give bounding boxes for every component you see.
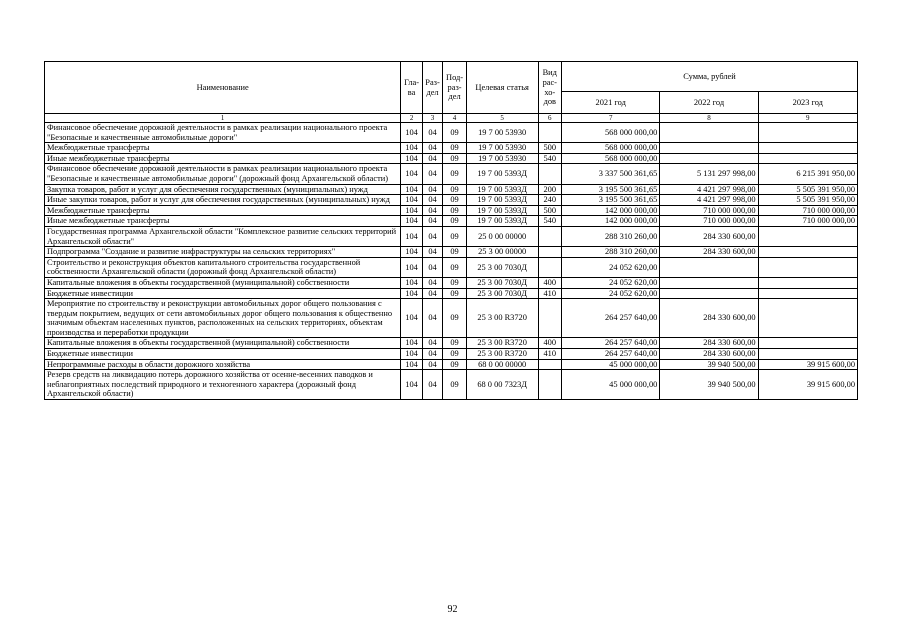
row-sum-2021: 288 310 260,00 (562, 226, 660, 246)
row-vid: 500 (538, 205, 562, 216)
header-podrazdel: Под-раз-дел (443, 62, 467, 114)
row-glava: 104 (401, 349, 423, 360)
row-podrazdel: 09 (443, 143, 467, 154)
table-row (45, 247, 858, 258)
table-row (45, 205, 858, 216)
row-glava: 104 (401, 143, 423, 154)
table-row (45, 226, 858, 246)
row-sum-2021: 3 337 500 361,65 (562, 164, 660, 184)
row-sum-2023: 5 505 391 950,00 (758, 184, 857, 195)
row-podrazdel: 09 (443, 299, 467, 338)
row-sum-2022: 5 131 297 998,00 (660, 164, 758, 184)
table-row (45, 277, 858, 288)
row-podrazdel: 09 (443, 153, 467, 164)
row-vid: 410 (538, 288, 562, 299)
row-target: 19 7 00 5393Д (466, 184, 538, 195)
row-sum-2023 (758, 299, 857, 338)
column-number: 8 (660, 114, 758, 123)
row-glava: 104 (401, 257, 423, 277)
row-sum-2021: 24 052 620,00 (562, 288, 660, 299)
row-glava: 104 (401, 277, 423, 288)
row-sum-2023 (758, 288, 857, 299)
row-name: Закупка товаров, работ и услуг для обеспечения государственных (муниципальных) нужд (45, 184, 401, 195)
row-podrazdel: 09 (443, 349, 467, 360)
table-row (45, 299, 858, 338)
row-sum-2022: 4 421 297 998,00 (660, 184, 758, 195)
header-glava: Гла-ва (401, 62, 423, 114)
table-header (45, 62, 858, 123)
column-number: 2 (401, 114, 423, 123)
row-vid (538, 123, 562, 143)
row-razdel: 04 (422, 359, 442, 370)
row-vid (538, 370, 562, 400)
row-sum-2023 (758, 153, 857, 164)
row-sum-2023: 39 915 600,00 (758, 359, 857, 370)
row-target: 68 0 00 7323Д (466, 370, 538, 400)
row-vid (538, 226, 562, 246)
row-podrazdel: 09 (443, 288, 467, 299)
row-target: 19 7 00 53930 (466, 153, 538, 164)
row-razdel: 04 (422, 216, 442, 227)
page-number: 92 (447, 604, 458, 615)
row-name: Мероприятие по строительству и реконструкции автомобильных дорог общего пользования с твердым покрытием, ведущих от сети автомобильных дорог общего пользования к общественно значимым объектам населенных пунктов, расположенных на сельских территориях, объектам производства и переработки продукции (45, 299, 401, 338)
row-sum-2021: 568 000 000,00 (562, 143, 660, 154)
row-glava: 104 (401, 195, 423, 206)
budget-table (44, 61, 858, 400)
column-number: 1 (45, 114, 401, 123)
row-sum-2021: 264 257 640,00 (562, 299, 660, 338)
row-podrazdel: 09 (443, 216, 467, 227)
row-sum-2022: 284 330 600,00 (660, 338, 758, 349)
row-razdel: 04 (422, 123, 442, 143)
row-sum-2021: 288 310 260,00 (562, 247, 660, 258)
row-vid: 200 (538, 184, 562, 195)
row-sum-2021: 45 000 000,00 (562, 359, 660, 370)
row-razdel: 04 (422, 247, 442, 258)
row-razdel: 04 (422, 195, 442, 206)
row-target: 25 3 00 00000 (466, 247, 538, 258)
header-year-2021: 2021 год (562, 92, 660, 114)
row-razdel: 04 (422, 288, 442, 299)
row-razdel: 04 (422, 338, 442, 349)
row-glava: 104 (401, 205, 423, 216)
row-sum-2021: 264 257 640,00 (562, 349, 660, 360)
row-podrazdel: 09 (443, 257, 467, 277)
row-sum-2023 (758, 277, 857, 288)
column-number: 6 (538, 114, 562, 123)
row-target: 19 7 00 53930 (466, 143, 538, 154)
row-sum-2022: 710 000 000,00 (660, 216, 758, 227)
header-razdel: Раз-дел (422, 62, 442, 114)
row-target: 25 3 00 7030Д (466, 288, 538, 299)
row-name: Иные закупки товаров, работ и услуг для обеспечения государственных (муниципальных) нужд (45, 195, 401, 206)
header-vid: Вид рас-хо-дов (538, 62, 562, 114)
table-row (45, 195, 858, 206)
header-target: Целевая статья (466, 62, 538, 114)
row-vid (538, 359, 562, 370)
table-row (45, 184, 858, 195)
table-row (45, 257, 858, 277)
row-sum-2022: 284 330 600,00 (660, 247, 758, 258)
row-target: 68 0 00 00000 (466, 359, 538, 370)
row-name: Межбюджетные трансферты (45, 205, 401, 216)
row-podrazdel: 09 (443, 277, 467, 288)
row-sum-2022: 284 330 600,00 (660, 299, 758, 338)
row-name: Капитальные вложения в объекты государственной (муниципальной) собственности (45, 338, 401, 349)
row-name: Резерв средств на ликвидацию потерь дорожного хозяйства от осенне-весенних паводков и неблагоприятных последствий природного и техногенного характера (дорожный фонд Архангельской области) (45, 370, 401, 400)
table-row (45, 143, 858, 154)
table-row (45, 359, 858, 370)
row-target: 25 3 00 7030Д (466, 257, 538, 277)
row-podrazdel: 09 (443, 205, 467, 216)
row-podrazdel: 09 (443, 338, 467, 349)
row-glava: 104 (401, 359, 423, 370)
row-target: 19 7 00 5393Д (466, 205, 538, 216)
row-glava: 104 (401, 226, 423, 246)
table-row (45, 370, 858, 400)
row-sum-2021: 3 195 500 361,65 (562, 184, 660, 195)
row-sum-2022 (660, 257, 758, 277)
row-razdel: 04 (422, 184, 442, 195)
row-sum-2021: 142 000 000,00 (562, 205, 660, 216)
row-vid: 400 (538, 338, 562, 349)
row-sum-2022: 39 940 500,00 (660, 359, 758, 370)
row-vid: 410 (538, 349, 562, 360)
row-vid: 540 (538, 153, 562, 164)
header-year-2022: 2022 год (660, 92, 758, 114)
column-number: 5 (466, 114, 538, 123)
row-sum-2023 (758, 338, 857, 349)
row-sum-2023: 39 915 600,00 (758, 370, 857, 400)
row-sum-2023 (758, 247, 857, 258)
column-number: 7 (562, 114, 660, 123)
row-sum-2023 (758, 349, 857, 360)
row-razdel: 04 (422, 164, 442, 184)
row-name: Бюджетные инвестиции (45, 349, 401, 360)
table-row (45, 349, 858, 360)
row-name: Капитальные вложения в объекты государственной (муниципальной) собственности (45, 277, 401, 288)
row-name: Иные межбюджетные трансферты (45, 216, 401, 227)
row-sum-2022: 39 940 500,00 (660, 370, 758, 400)
column-number: 4 (443, 114, 467, 123)
row-razdel: 04 (422, 226, 442, 246)
row-sum-2022 (660, 277, 758, 288)
row-vid (538, 247, 562, 258)
row-sum-2021: 568 000 000,00 (562, 153, 660, 164)
row-glava: 104 (401, 370, 423, 400)
row-sum-2022 (660, 123, 758, 143)
row-sum-2021: 24 052 620,00 (562, 277, 660, 288)
row-sum-2021: 24 052 620,00 (562, 257, 660, 277)
row-razdel: 04 (422, 277, 442, 288)
row-vid (538, 257, 562, 277)
row-name: Бюджетные инвестиции (45, 288, 401, 299)
row-glava: 104 (401, 288, 423, 299)
row-target: 25 0 00 00000 (466, 226, 538, 246)
row-vid: 500 (538, 143, 562, 154)
row-sum-2023: 6 215 391 950,00 (758, 164, 857, 184)
table-body (45, 123, 858, 400)
row-glava: 104 (401, 153, 423, 164)
row-vid (538, 164, 562, 184)
header-year-2023: 2023 год (758, 92, 857, 114)
row-glava: 104 (401, 123, 423, 143)
table-row (45, 153, 858, 164)
row-vid: 540 (538, 216, 562, 227)
row-razdel: 04 (422, 257, 442, 277)
row-target: 19 7 00 5393Д (466, 164, 538, 184)
row-name: Государственная программа Архангельской области "Комплексное развитие сельских территорий Архангельской области" (45, 226, 401, 246)
row-razdel: 04 (422, 299, 442, 338)
row-name: Межбюджетные трансферты (45, 143, 401, 154)
header-name: Наименование (45, 62, 401, 114)
table-row (45, 164, 858, 184)
row-target: 19 7 00 53930 (466, 123, 538, 143)
row-target: 25 3 00 R3720 (466, 349, 538, 360)
row-sum-2022 (660, 153, 758, 164)
row-sum-2023: 5 505 391 950,00 (758, 195, 857, 206)
row-sum-2021: 264 257 640,00 (562, 338, 660, 349)
column-numbers-row (45, 114, 858, 123)
row-sum-2022: 710 000 000,00 (660, 205, 758, 216)
table-row (45, 338, 858, 349)
row-vid: 400 (538, 277, 562, 288)
row-podrazdel: 09 (443, 164, 467, 184)
row-sum-2022: 284 330 600,00 (660, 349, 758, 360)
row-glava: 104 (401, 247, 423, 258)
row-razdel: 04 (422, 205, 442, 216)
row-glava: 104 (401, 216, 423, 227)
row-sum-2023: 710 000 000,00 (758, 205, 857, 216)
row-sum-2023 (758, 226, 857, 246)
row-sum-2023: 710 000 000,00 (758, 216, 857, 227)
header-sum: Сумма, рублей (562, 62, 858, 92)
row-razdel: 04 (422, 349, 442, 360)
row-podrazdel: 09 (443, 195, 467, 206)
row-name: Финансовое обеспечение дорожной деятельности в рамках реализации национального проекта "Безопасные и качественные автомобильные дороги" (45, 123, 401, 143)
row-sum-2021: 568 000 000,00 (562, 123, 660, 143)
row-glava: 104 (401, 184, 423, 195)
row-sum-2021: 3 195 500 361,65 (562, 195, 660, 206)
row-target: 25 3 00 R3720 (466, 299, 538, 338)
row-target: 25 3 00 7030Д (466, 277, 538, 288)
row-name: Подпрограмма "Создание и развитие инфраструктуры на сельских территориях" (45, 247, 401, 258)
row-glava: 104 (401, 299, 423, 338)
row-podrazdel: 09 (443, 226, 467, 246)
row-razdel: 04 (422, 153, 442, 164)
row-sum-2022: 284 330 600,00 (660, 226, 758, 246)
row-sum-2021: 142 000 000,00 (562, 216, 660, 227)
row-podrazdel: 09 (443, 370, 467, 400)
row-target: 25 3 00 R3720 (466, 338, 538, 349)
column-number: 3 (422, 114, 442, 123)
row-podrazdel: 09 (443, 184, 467, 195)
row-podrazdel: 09 (443, 359, 467, 370)
row-razdel: 04 (422, 143, 442, 154)
row-sum-2023 (758, 123, 857, 143)
row-vid (538, 299, 562, 338)
row-podrazdel: 09 (443, 247, 467, 258)
row-podrazdel: 09 (443, 123, 467, 143)
row-glava: 104 (401, 338, 423, 349)
row-target: 19 7 00 5393Д (466, 216, 538, 227)
row-name: Иные межбюджетные трансферты (45, 153, 401, 164)
row-razdel: 04 (422, 370, 442, 400)
table-row (45, 123, 858, 143)
row-sum-2023 (758, 143, 857, 154)
row-sum-2022 (660, 143, 758, 154)
row-sum-2022: 4 421 297 998,00 (660, 195, 758, 206)
row-sum-2021: 45 000 000,00 (562, 370, 660, 400)
row-name: Финансовое обеспечение дорожной деятельности в рамках реализации национального проекта "Безопасные и качественные автомобильные дороги" (дорожный фонд Архангельской области) (45, 164, 401, 184)
row-sum-2022 (660, 288, 758, 299)
row-name: Непрограммные расходы в области дорожного хозяйства (45, 359, 401, 370)
row-sum-2023 (758, 257, 857, 277)
table-row (45, 288, 858, 299)
table-row (45, 216, 858, 227)
row-target: 19 7 00 5393Д (466, 195, 538, 206)
column-number: 9 (758, 114, 857, 123)
row-vid: 240 (538, 195, 562, 206)
row-glava: 104 (401, 164, 423, 184)
row-name: Строительство и реконструкция объектов капитального строительства государственной собственности Архангельской области (дорожный фонд Архангельской области) (45, 257, 401, 277)
